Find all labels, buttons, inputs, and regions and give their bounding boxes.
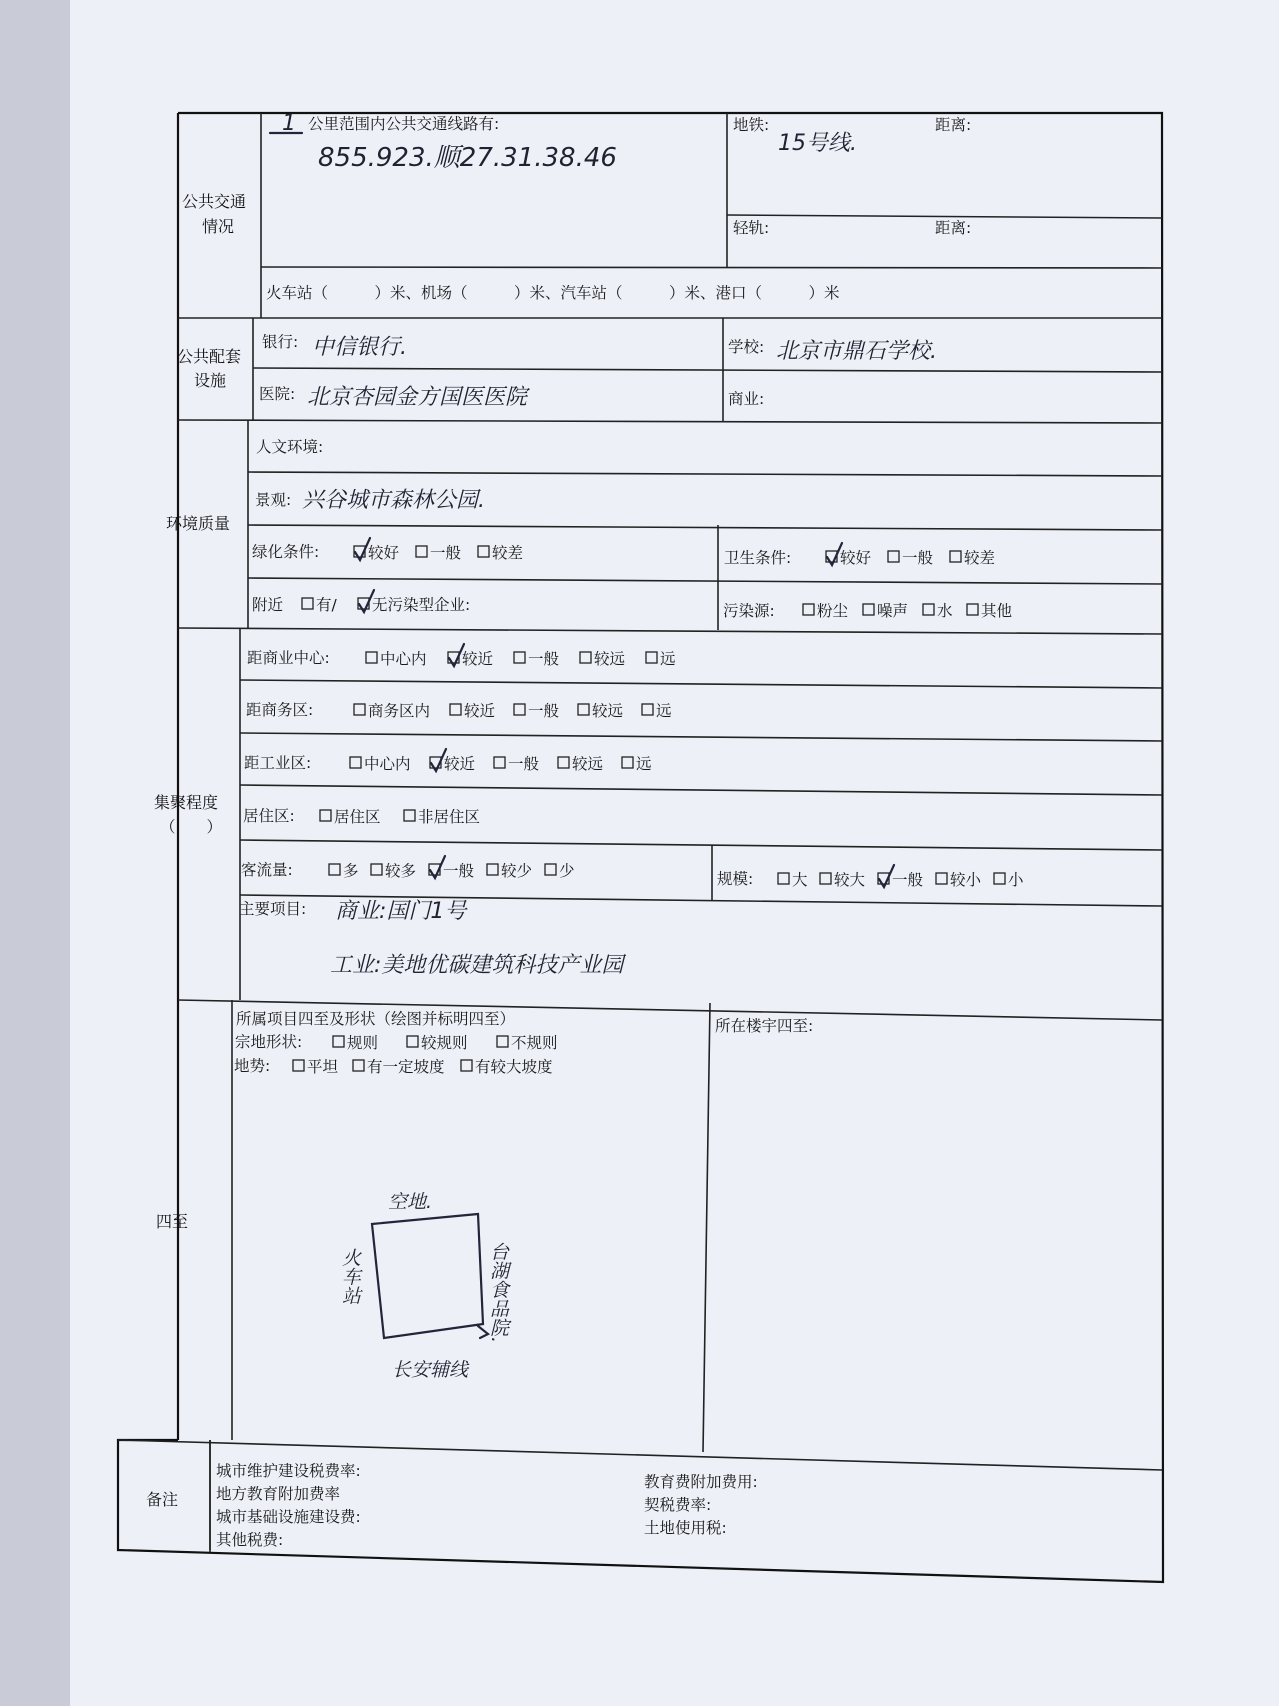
option-label: 一般 (430, 544, 462, 562)
terrain-options (293, 1058, 553, 1076)
sanitation-label: 卫生条件: (724, 549, 792, 567)
option-checkbox[interactable] (580, 652, 591, 663)
commerce-label: 商业: (728, 390, 765, 408)
nearby-options (302, 590, 470, 614)
residential-label: 居住区: (243, 807, 295, 825)
option-checkbox[interactable] (350, 757, 361, 768)
commercial-center-label: 距商业中心: (247, 649, 330, 667)
industrial-options (350, 749, 652, 773)
facilities-label-line2: 设施 (194, 371, 227, 390)
hospital-value: 北京杏园金方国医医院 (307, 385, 528, 410)
option-label: 较差 (964, 549, 996, 567)
option-checkbox[interactable] (333, 1036, 344, 1047)
option-label: 一般 (508, 755, 540, 773)
bank-label: 银行: (262, 333, 299, 351)
option-checkbox[interactable] (320, 810, 331, 821)
remarks-right-lines (644, 1473, 758, 1537)
option-label: 远 (660, 650, 676, 668)
option-label: 多 (343, 862, 359, 880)
option-checkbox[interactable] (416, 546, 427, 557)
remark-line: 教育费附加费用: (644, 1473, 758, 1491)
hospital-label: 医院: (259, 385, 296, 403)
option-checkbox[interactable] (478, 546, 489, 557)
option-checkbox[interactable] (487, 864, 498, 875)
option-checkbox[interactable] (404, 810, 415, 821)
option-label: 较远 (592, 702, 624, 720)
routes-value: 855.923.顺27.31.38.46 (318, 143, 617, 173)
option-label: 有一定坡度 (367, 1058, 445, 1076)
option-label: 其他 (981, 602, 1013, 620)
option-checkbox[interactable] (923, 604, 934, 615)
option-checkbox[interactable] (514, 704, 525, 715)
light-rail-distance-label: 距离: (935, 219, 972, 237)
business-district-label: 距商务区: (246, 701, 314, 719)
remark-line: 城市基础设施建设费: (216, 1508, 361, 1526)
environment-label: 环境质量 (166, 514, 231, 533)
main-projects-label: 主要项目: (239, 900, 307, 918)
option-label: 较近 (444, 755, 476, 773)
option-checkbox[interactable] (936, 873, 947, 884)
greening-label: 绿化条件: (252, 543, 320, 561)
option-label: 较大 (834, 871, 866, 889)
option-checkbox[interactable] (950, 551, 961, 562)
option-checkbox[interactable] (642, 704, 653, 715)
option-label: 小 (1008, 871, 1024, 889)
school-label: 学校: (728, 338, 765, 356)
stations-line: 火车站（ ）米、机场（ ）米、汽车站（ ）米、港口（ ）米 (266, 284, 840, 302)
option-checkbox[interactable] (558, 757, 569, 768)
sketch-east-label: 台湖食品院. (487, 1242, 509, 1344)
option-label: 较近 (464, 702, 496, 720)
option-checkbox[interactable] (646, 652, 657, 663)
pollution-options (803, 601, 1012, 620)
option-label: 远 (656, 702, 672, 720)
option-label: 有/ (316, 596, 337, 614)
landscape-value: 兴谷城市森林公园. (302, 488, 485, 513)
option-label: 平坦 (307, 1058, 339, 1076)
commercial-center-options (366, 644, 676, 668)
shape-label: 宗地形状: (235, 1033, 303, 1051)
option-checkbox[interactable] (820, 873, 831, 884)
option-label: 较差 (492, 544, 524, 562)
project-bounds-label: 所属项目四至及形状（绘图并标明四至） (236, 1010, 516, 1028)
remark-line: 地方教育附加费率 (216, 1485, 341, 1503)
option-checkbox[interactable] (461, 1060, 472, 1071)
option-label: 非居住区 (418, 808, 481, 826)
option-label: 较好 (840, 549, 872, 567)
option-label: 一般 (528, 702, 560, 720)
option-checkbox[interactable] (450, 704, 461, 715)
site-outline (372, 1214, 483, 1338)
terrain-label: 地势: (234, 1057, 271, 1075)
sketch-south-label: 长安辅线 (392, 1359, 469, 1381)
culture-label: 人文环境: (256, 438, 324, 456)
main-projects-commercial: 商业:国门1号 (335, 899, 467, 924)
option-checkbox[interactable] (888, 551, 899, 562)
subway-value: 15号线. (778, 131, 857, 156)
option-label: 规则 (347, 1034, 379, 1052)
option-checkbox[interactable] (354, 704, 365, 715)
option-checkbox[interactable] (863, 604, 874, 615)
option-label: 较好 (368, 544, 400, 562)
option-label: 粉尘 (817, 602, 849, 620)
option-checkbox[interactable] (293, 1060, 304, 1071)
option-label: 商务区内 (368, 702, 431, 720)
facilities-label-line1: 公共配套 (177, 347, 242, 366)
shape-options (333, 1034, 558, 1052)
option-label: 较多 (385, 862, 417, 880)
remarks-label: 备注 (146, 1490, 179, 1509)
pollution-label: 污染源: (723, 602, 775, 620)
industrial-label: 距工业区: (244, 754, 312, 772)
site-sketch (339, 1191, 509, 1381)
routes-label: 公里范围内公共交通线路有: (308, 115, 500, 133)
option-checkbox[interactable] (353, 1060, 364, 1071)
greening-options (354, 538, 523, 562)
option-checkbox[interactable] (778, 873, 789, 884)
range-value: 1 (282, 111, 296, 136)
option-label: 较远 (572, 755, 604, 773)
option-checkbox[interactable] (366, 652, 377, 663)
option-label: 较少 (501, 862, 533, 880)
business-district-options (354, 702, 672, 720)
scale-label: 规模: (717, 870, 754, 888)
building-bounds-label: 所在楼宇四至: (715, 1017, 814, 1035)
option-checkbox[interactable] (994, 873, 1005, 884)
remark-line: 契税费率: (644, 1496, 712, 1514)
agglomeration-label: 集聚程度 (154, 793, 219, 812)
option-checkbox[interactable] (967, 604, 978, 615)
residential-options (320, 808, 480, 826)
option-label: 不规则 (511, 1034, 558, 1052)
light-rail-label: 轻轨: (733, 219, 770, 237)
option-checkbox[interactable] (302, 598, 313, 609)
option-label: 有较大坡度 (475, 1058, 553, 1076)
option-checkbox[interactable] (329, 864, 340, 875)
traffic-label: 客流量: (241, 861, 293, 879)
remark-line: 城市维护建设税费率: (216, 1462, 361, 1480)
agglomeration-paren: （ ） (160, 818, 223, 836)
option-label: 少 (559, 862, 575, 880)
remark-line: 其他税费: (216, 1531, 284, 1549)
option-label: 一般 (528, 650, 560, 668)
option-checkbox[interactable] (803, 604, 814, 615)
transport-label-line2: 情况 (202, 217, 235, 236)
school-value: 北京市鼎石学校. (776, 339, 937, 364)
option-label: 无污染型企业: (372, 596, 471, 614)
option-label: 较远 (594, 650, 626, 668)
sketch-north-label: 空地. (388, 1191, 433, 1213)
option-label: 一般 (902, 549, 934, 567)
subway-distance-label: 距离: (935, 116, 972, 134)
option-checkbox[interactable] (622, 757, 633, 768)
sanitation-options (826, 543, 995, 567)
main-projects-industrial: 工业:美地优碳建筑科技产业园 (330, 953, 624, 978)
option-label: 一般 (443, 862, 475, 880)
boundaries-label: 四至 (156, 1212, 189, 1231)
option-checkbox[interactable] (514, 652, 525, 663)
option-label: 水 (937, 602, 953, 620)
option-label: 居住区 (334, 808, 381, 826)
option-checkbox[interactable] (545, 864, 556, 875)
bank-value: 中信银行. (312, 335, 407, 360)
landscape-label: 景观: (255, 491, 292, 509)
option-checkbox[interactable] (371, 864, 382, 875)
option-checkbox[interactable] (407, 1036, 418, 1047)
remark-line: 土地使用税: (644, 1519, 727, 1537)
remarks-left-lines (216, 1462, 361, 1549)
option-label: 一般 (892, 871, 924, 889)
option-label: 中心内 (380, 650, 427, 668)
sketch-west-label: 火车站 (339, 1248, 361, 1305)
option-label: 中心内 (364, 755, 411, 773)
scale-options (778, 865, 1024, 889)
subway-label: 地铁: (733, 116, 770, 134)
nearby-label: 附近 (252, 596, 284, 614)
option-checkbox[interactable] (578, 704, 589, 715)
option-label: 较小 (950, 871, 982, 889)
traffic-options (329, 856, 575, 880)
option-checkbox[interactable] (494, 757, 505, 768)
option-label: 噪声 (877, 602, 909, 620)
transport-label-line1: 公共交通 (182, 192, 247, 211)
option-label: 远 (636, 755, 652, 773)
option-label: 较近 (462, 650, 494, 668)
option-label: 大 (792, 871, 808, 889)
option-label: 较规则 (421, 1034, 468, 1052)
option-checkbox[interactable] (497, 1036, 508, 1047)
